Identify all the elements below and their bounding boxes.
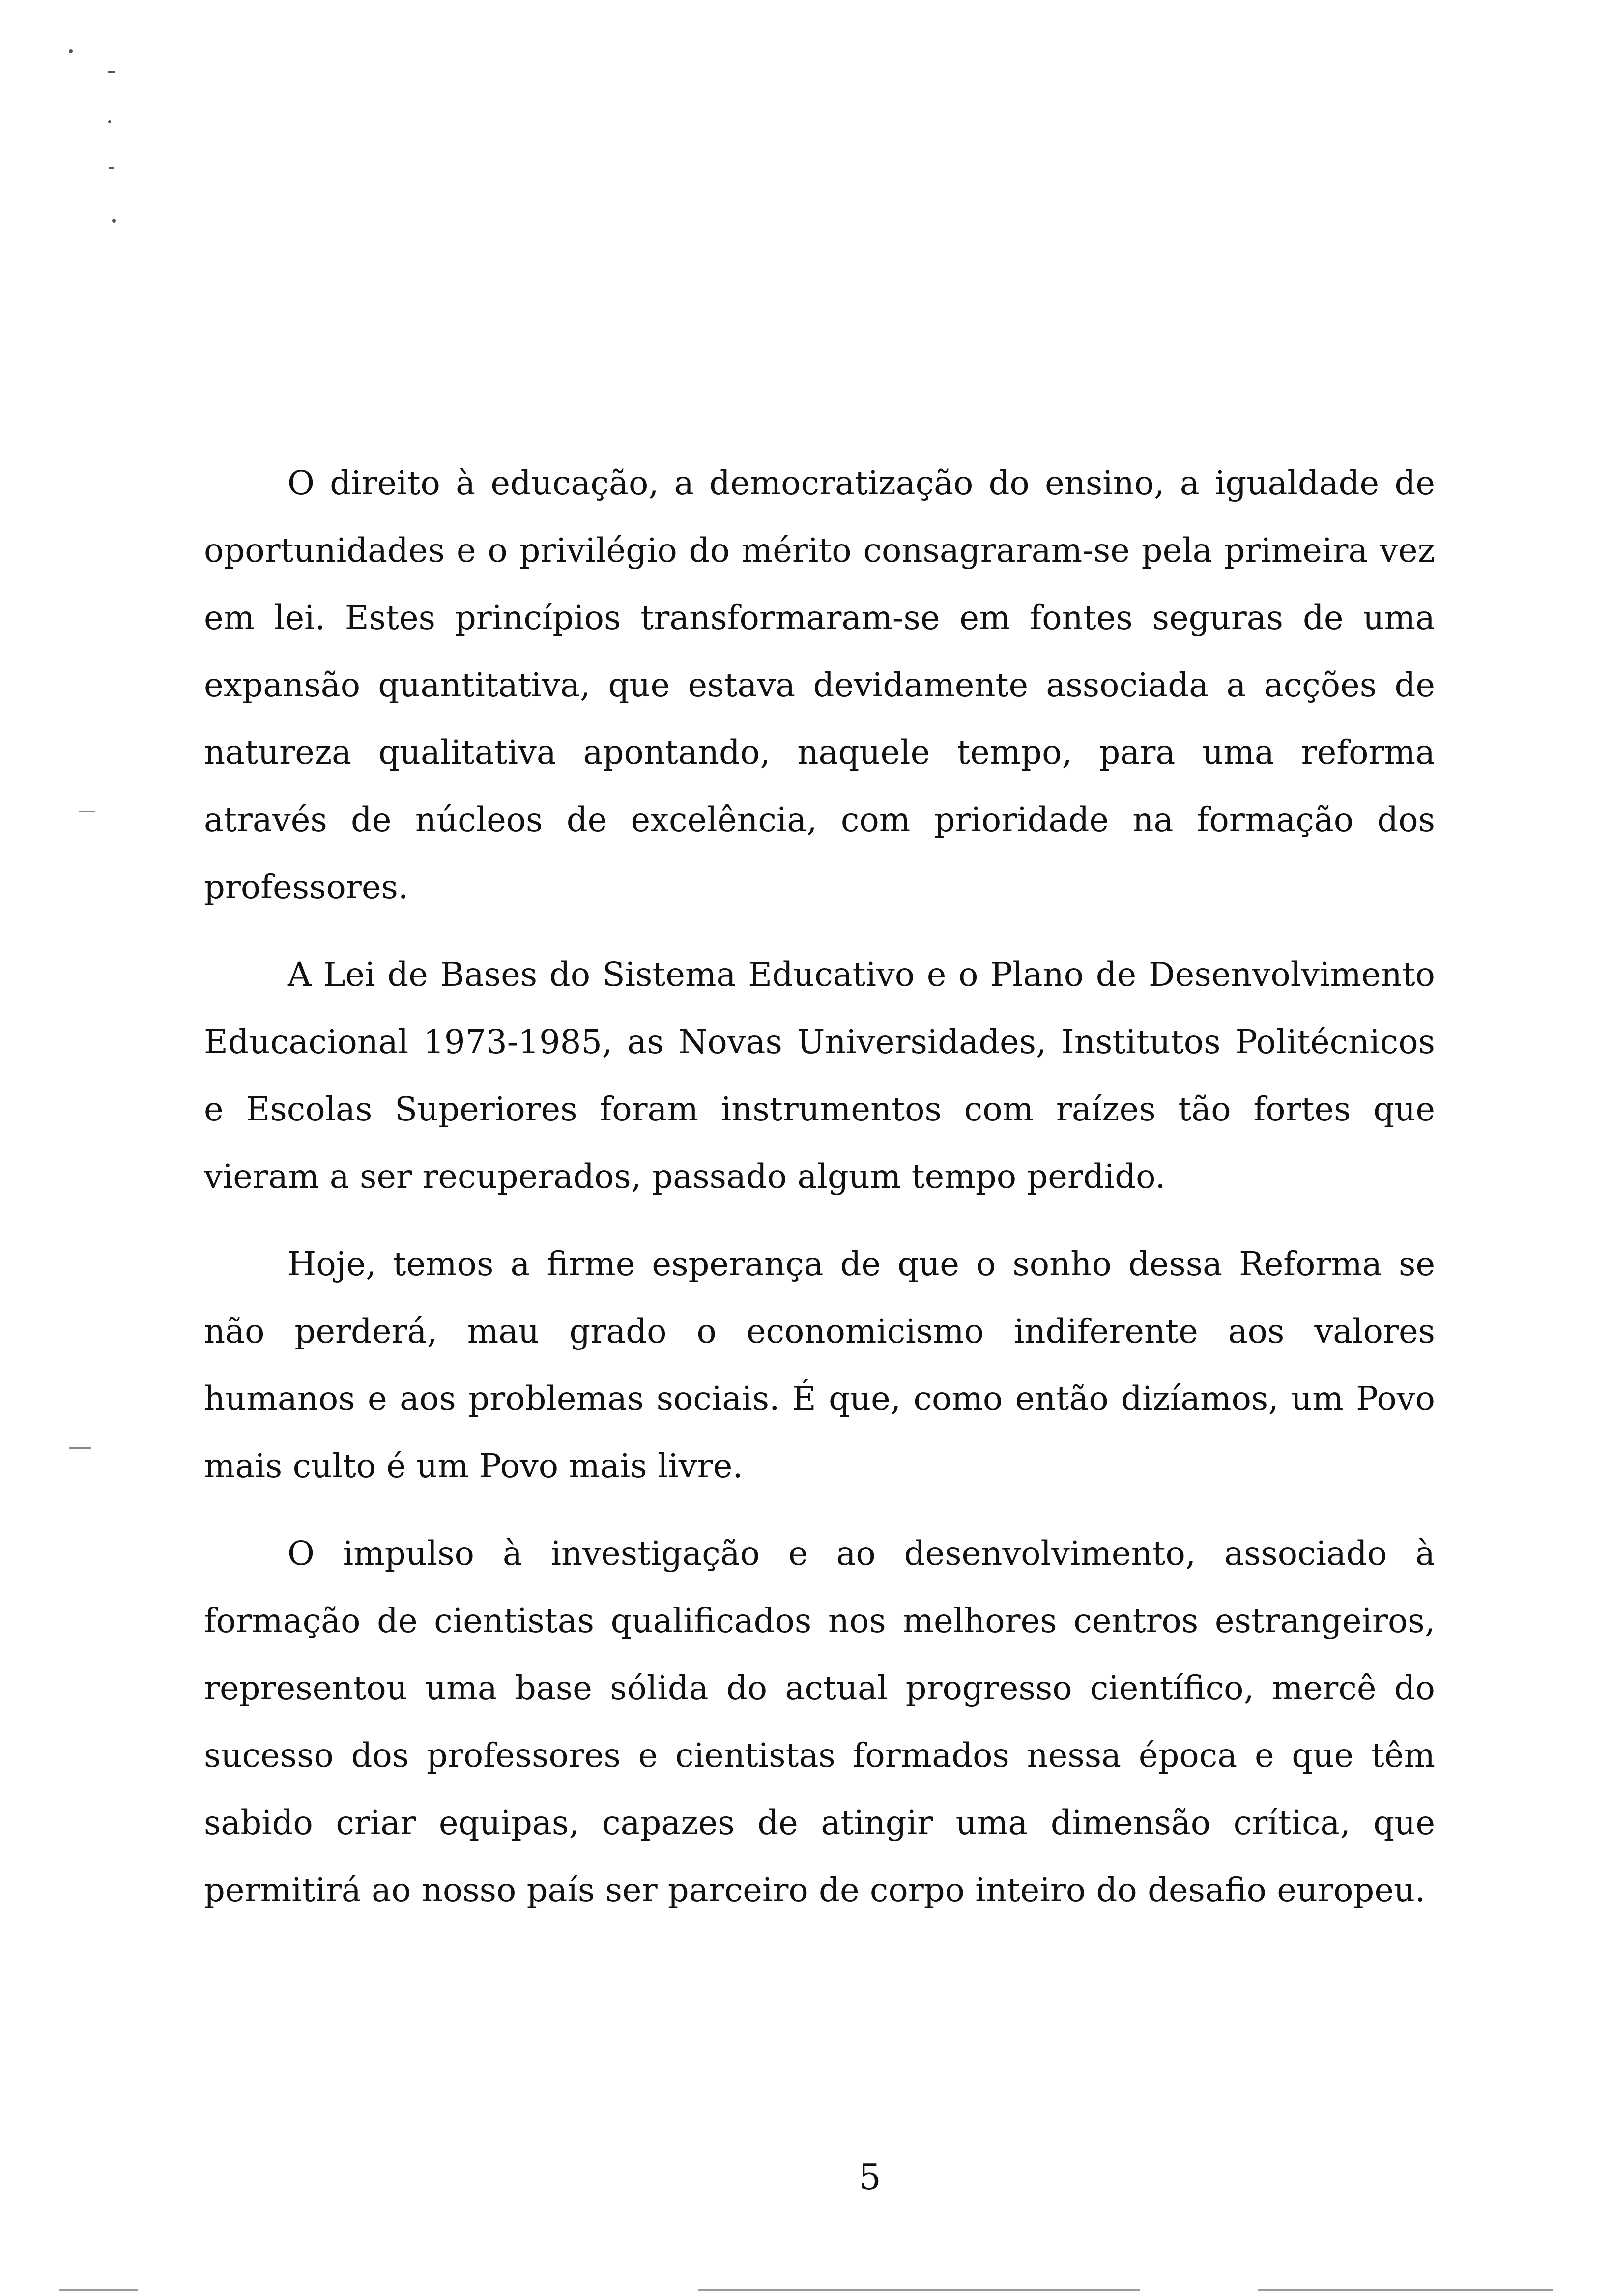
paragraph-2: A Lei de Bases do Sistema Educativo e o Plano de Desenvolvimento Educacional 1973-1985, as Novas Universidades, Institutos Politécnicos e Escolas Superiores foram instrumentos com raízes tão fortes que vieram a ser recuperados, passado algum tempo perdido. [204, 955, 1435, 1196]
paragraph-4: O impulso à investigação e ao desenvolvimento, associado à formação de cientistas qualificados nos melhores centros estrangeiros, representou uma base sólida do actual progresso científico, mercê do sucesso dos professores e cientistas formados nessa época e que têm sabido criar equipas, capazes de atingir uma dimensão crítica, que permitirá ao nosso país ser parceiro de corpo inteiro do desafio europeu. [204, 1534, 1435, 1909]
scan-speck [112, 219, 116, 223]
page-number: 5 [859, 2156, 881, 2198]
scan-edge-line [1258, 2289, 1553, 2291]
scan-edge-line [698, 2289, 1140, 2291]
margin-mark [79, 811, 95, 812]
scan-edge-line [59, 2289, 138, 2291]
margin-mark [69, 1447, 91, 1449]
paragraph-1: O direito à educação, a democratização do ensino, a igualdade de oportunidades e o privilégio do mérito consagraram-se pela primeira vez em lei. Estes princípios transformaram-se em fontes seguras de uma expansão quantitativa, que estava devidamente associada a acções de natureza qualitativa apontando, naquele tempo, para uma reforma através de núcleos de excelência, com prioridade na formação dos professores. [204, 464, 1435, 906]
paragraph-3: Hoje, temos a firme esperança de que o sonho dessa Reforma se não perderá, mau grado o economicismo indiferente aos valores humanos e aos problemas sociais. É que, como então dizíamos, um Povo mais culto é um Povo mais livre. [204, 1245, 1435, 1485]
scan-speck [109, 167, 114, 169]
scan-speck [108, 71, 115, 73]
body-text [204, 450, 1435, 1944]
scan-speck [108, 120, 111, 123]
scan-speck [69, 49, 73, 53]
